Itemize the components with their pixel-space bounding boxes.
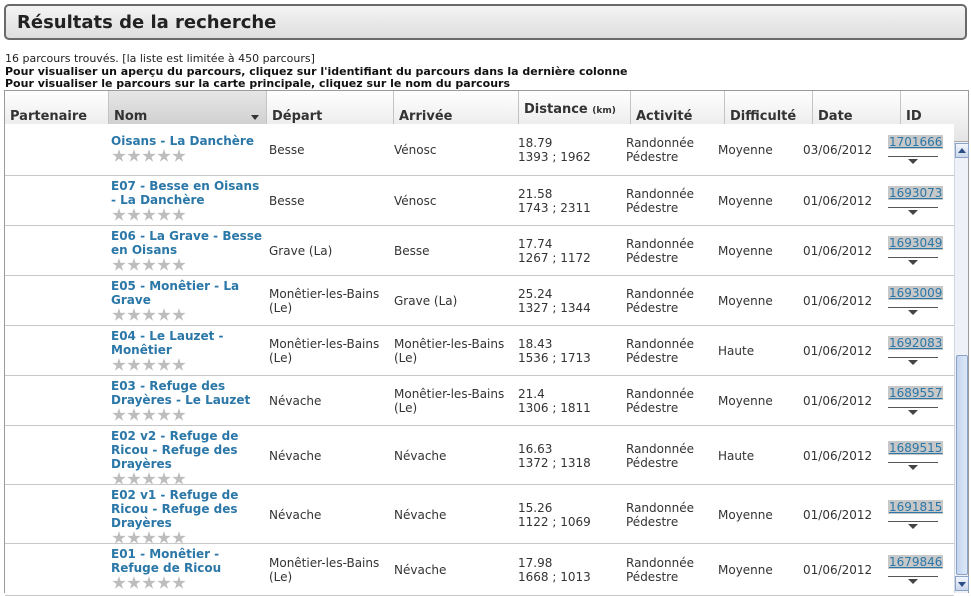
id-underline bbox=[888, 462, 938, 463]
activity-cell: Randonnée bbox=[626, 187, 694, 201]
table-row bbox=[5, 276, 954, 326]
star-icon[interactable] bbox=[112, 531, 126, 545]
route-name-link[interactable]: E05 - Monêtier - La Grave bbox=[111, 279, 240, 307]
date-cell: 01/06/2012 bbox=[803, 449, 873, 463]
star-icon[interactable] bbox=[172, 358, 186, 372]
star-icon[interactable] bbox=[142, 149, 156, 163]
star-icon[interactable] bbox=[142, 358, 156, 372]
distance-cell: 17.98 bbox=[518, 556, 553, 570]
results-count: 16 parcours trouvés. [la liste est limitée à 450 parcours] bbox=[5, 52, 315, 65]
elevation-cell: 1743 ; 2311 bbox=[518, 201, 591, 215]
date-cell: 01/06/2012 bbox=[803, 194, 873, 208]
star-icon[interactable] bbox=[127, 408, 141, 422]
distance-cell: 25.24 bbox=[518, 287, 553, 301]
star-icon[interactable] bbox=[172, 208, 186, 222]
star-icon[interactable] bbox=[127, 208, 141, 222]
preview-instruction: Pour visualiser un aperçu du parcours, cliquez sur l'identifiant du parcours dans la dernière colonne bbox=[5, 65, 628, 78]
table-row bbox=[5, 485, 954, 544]
table-row bbox=[5, 426, 954, 485]
table-row bbox=[5, 376, 954, 426]
scroll-up-button[interactable] bbox=[955, 143, 969, 158]
star-icon[interactable] bbox=[127, 358, 141, 372]
dropdown-arrow-icon[interactable] bbox=[908, 465, 918, 470]
elevation-cell: 1372 ; 1318 bbox=[518, 456, 591, 470]
difficulty-cell: Moyenne bbox=[718, 394, 773, 408]
rating-stars[interactable] bbox=[112, 472, 186, 486]
difficulty-cell: Moyenne bbox=[718, 143, 773, 157]
route-id-link[interactable]: 1693049 bbox=[889, 236, 943, 250]
route-name-link[interactable]: E02 v2 - Refuge de Ricou - Refuge des Drayères bbox=[111, 429, 239, 471]
date-cell: 01/06/2012 bbox=[803, 508, 873, 522]
route-id-link[interactable]: 1693073 bbox=[889, 186, 943, 200]
star-icon[interactable] bbox=[142, 472, 156, 486]
star-icon[interactable] bbox=[142, 258, 156, 272]
star-icon[interactable] bbox=[157, 308, 171, 322]
arrivee-cell: Besse bbox=[394, 244, 430, 258]
route-id-link[interactable]: 1691815 bbox=[889, 500, 943, 514]
star-icon[interactable] bbox=[157, 408, 171, 422]
activity-cell: Randonnée bbox=[626, 136, 694, 150]
distance-cell: 17.74 bbox=[518, 237, 553, 251]
dropdown-arrow-icon[interactable] bbox=[908, 360, 918, 365]
activity-cell: Randonnée bbox=[626, 556, 694, 570]
rating-stars[interactable] bbox=[112, 258, 186, 272]
distance-cell: 21.4 bbox=[518, 387, 545, 401]
arrivee-cell: Névache bbox=[394, 508, 447, 522]
col-activite[interactable]: Activité bbox=[631, 91, 725, 141]
col-difficulte[interactable]: Difficulté bbox=[725, 91, 813, 141]
route-name-link[interactable]: E06 - La Grave - Besse en Oisans bbox=[111, 229, 263, 257]
depart-cell: Besse bbox=[269, 194, 305, 208]
star-icon[interactable] bbox=[172, 149, 186, 163]
route-id-link[interactable]: 1692083 bbox=[889, 336, 943, 350]
depart-cell: Névache bbox=[269, 508, 322, 522]
route-id-link[interactable]: 1689515 bbox=[889, 441, 943, 455]
route-name-link[interactable]: E07 - Besse en Oisans - La Danchère bbox=[111, 179, 260, 207]
activity-cell-line2: Pédestre bbox=[626, 201, 679, 215]
star-icon[interactable] bbox=[112, 258, 126, 272]
date-cell: 01/06/2012 bbox=[803, 563, 873, 577]
scroll-thumb[interactable] bbox=[956, 355, 968, 575]
table-row bbox=[5, 124, 954, 176]
rating-stars[interactable] bbox=[112, 149, 186, 163]
date-cell: 03/06/2012 bbox=[803, 143, 873, 157]
id-underline bbox=[888, 207, 938, 208]
star-icon[interactable] bbox=[157, 358, 171, 372]
difficulty-cell: Moyenne bbox=[718, 194, 773, 208]
table-row bbox=[5, 226, 954, 276]
table-row bbox=[5, 544, 954, 596]
star-icon[interactable] bbox=[172, 408, 186, 422]
difficulty-cell: Haute bbox=[718, 344, 755, 358]
route-id-link[interactable]: 1701666 bbox=[889, 135, 943, 149]
route-id-link[interactable]: 1693009 bbox=[889, 286, 943, 300]
activity-cell: Randonnée bbox=[626, 287, 694, 301]
id-underline bbox=[888, 521, 938, 522]
star-icon[interactable] bbox=[112, 576, 126, 590]
star-icon[interactable] bbox=[127, 149, 141, 163]
dropdown-arrow-icon[interactable] bbox=[908, 210, 918, 215]
rating-stars[interactable] bbox=[112, 531, 186, 545]
dropdown-arrow-icon[interactable] bbox=[908, 524, 918, 529]
difficulty-cell: Haute bbox=[718, 449, 755, 463]
results-table bbox=[4, 90, 969, 593]
difficulty-cell: Moyenne bbox=[718, 508, 773, 522]
difficulty-cell: Moyenne bbox=[718, 244, 773, 258]
star-icon[interactable] bbox=[127, 308, 141, 322]
depart-cell: Monêtier-les-Bains (Le) bbox=[269, 556, 380, 584]
star-icon[interactable] bbox=[172, 576, 186, 590]
star-icon[interactable] bbox=[142, 408, 156, 422]
map-instruction: Pour visualiser le parcours sur la carte principale, cliquez sur le nom du parcours bbox=[5, 77, 511, 90]
star-icon[interactable] bbox=[112, 358, 126, 372]
rating-stars[interactable] bbox=[112, 308, 186, 322]
star-icon[interactable] bbox=[127, 258, 141, 272]
activity-cell-line2: Pédestre bbox=[626, 150, 679, 164]
vertical-scrollbar[interactable] bbox=[954, 142, 968, 593]
date-cell: 01/06/2012 bbox=[803, 294, 873, 308]
id-underline bbox=[888, 307, 938, 308]
elevation-cell: 1393 ; 1962 bbox=[518, 150, 591, 164]
activity-cell: Randonnée bbox=[626, 237, 694, 251]
star-icon[interactable] bbox=[142, 576, 156, 590]
star-icon[interactable] bbox=[112, 208, 126, 222]
depart-cell: Monêtier-les-Bains (Le) bbox=[269, 287, 380, 315]
col-id[interactable]: ID bbox=[906, 109, 922, 124]
activity-cell: Randonnée bbox=[626, 387, 694, 401]
star-icon[interactable] bbox=[157, 531, 171, 545]
arrivee-cell: Vénosc bbox=[394, 143, 437, 157]
star-icon[interactable] bbox=[142, 208, 156, 222]
elevation-cell: 1306 ; 1811 bbox=[518, 401, 591, 415]
star-icon[interactable] bbox=[112, 149, 126, 163]
dropdown-arrow-icon[interactable] bbox=[908, 159, 918, 164]
star-icon[interactable] bbox=[157, 208, 171, 222]
table-row bbox=[5, 326, 954, 376]
results-title-bar bbox=[4, 4, 967, 40]
arrivee-cell: Vénosc bbox=[394, 194, 437, 208]
col-arrivee[interactable]: Arrivée bbox=[394, 91, 519, 141]
route-name-link[interactable]: E01 - Monêtier - Refuge de Ricou bbox=[111, 547, 222, 575]
activity-cell-line2: Pédestre bbox=[626, 515, 679, 529]
star-icon[interactable] bbox=[127, 531, 141, 545]
elevation-cell: 1122 ; 1069 bbox=[518, 515, 591, 529]
arrivee-cell: Grave (La) bbox=[394, 294, 458, 308]
activity-cell: Randonnée bbox=[626, 501, 694, 515]
star-icon[interactable] bbox=[112, 408, 126, 422]
star-icon[interactable] bbox=[157, 472, 171, 486]
rating-stars[interactable] bbox=[112, 208, 186, 222]
col-distance[interactable]: Distance (km) bbox=[519, 91, 631, 141]
star-icon[interactable] bbox=[157, 258, 171, 272]
arrivee-cell: Monêtier-les-Bains (Le) bbox=[394, 337, 505, 365]
depart-cell: Besse bbox=[269, 143, 305, 157]
elevation-cell: 1327 ; 1344 bbox=[518, 301, 591, 315]
star-icon[interactable] bbox=[112, 308, 126, 322]
route-name-link[interactable]: E02 v1 - Refuge de Ricou - Refuge des Drayères bbox=[111, 488, 239, 530]
star-icon[interactable] bbox=[127, 472, 141, 486]
activity-cell-line2: Pédestre bbox=[626, 456, 679, 470]
activity-cell-line2: Pédestre bbox=[626, 351, 679, 365]
elevation-cell: 1668 ; 1013 bbox=[518, 570, 591, 584]
star-icon[interactable] bbox=[172, 472, 186, 486]
scroll-down-button[interactable] bbox=[955, 576, 969, 591]
distance-cell: 21.58 bbox=[518, 187, 553, 201]
elevation-cell: 1267 ; 1172 bbox=[518, 251, 591, 265]
star-icon[interactable] bbox=[172, 258, 186, 272]
date-cell: 01/06/2012 bbox=[803, 244, 873, 258]
route-name-link[interactable]: E03 - Refuge des Drayères - Le Lauzet bbox=[111, 379, 251, 407]
distance-cell: 18.79 bbox=[518, 136, 553, 150]
star-icon[interactable] bbox=[172, 531, 186, 545]
col-depart[interactable]: Départ bbox=[267, 91, 394, 141]
distance-cell: 15.26 bbox=[518, 501, 553, 515]
rating-stars[interactable] bbox=[112, 358, 186, 372]
id-underline bbox=[888, 407, 938, 408]
page-title: Résultats de la recherche bbox=[17, 12, 277, 33]
id-underline bbox=[888, 257, 938, 258]
dropdown-arrow-icon[interactable] bbox=[908, 310, 918, 315]
star-icon[interactable] bbox=[112, 472, 126, 486]
activity-cell-line2: Pédestre bbox=[626, 251, 679, 265]
date-cell: 01/06/2012 bbox=[803, 344, 873, 358]
date-cell: 01/06/2012 bbox=[803, 394, 873, 408]
route-id-link[interactable]: 1689557 bbox=[889, 386, 943, 400]
arrivee-cell: Monêtier-les-Bains (Le) bbox=[394, 387, 505, 415]
depart-cell: Névache bbox=[269, 449, 322, 463]
activity-cell-line2: Pédestre bbox=[626, 401, 679, 415]
distance-cell: 18.43 bbox=[518, 337, 553, 351]
arrivee-cell: Névache bbox=[394, 563, 447, 577]
distance-cell: 16.63 bbox=[518, 442, 553, 456]
elevation-cell: 1536 ; 1713 bbox=[518, 351, 591, 365]
table-body bbox=[5, 134, 954, 593]
difficulty-cell: Moyenne bbox=[718, 563, 773, 577]
rating-stars[interactable] bbox=[112, 576, 186, 590]
id-underline bbox=[888, 156, 938, 157]
route-id-link[interactable]: 1679846 bbox=[889, 555, 943, 569]
arrivee-cell: Névache bbox=[394, 449, 447, 463]
dropdown-arrow-icon[interactable] bbox=[908, 410, 918, 415]
activity-cell: Randonnée bbox=[626, 337, 694, 351]
star-icon[interactable] bbox=[172, 308, 186, 322]
arrow-up-icon bbox=[958, 148, 966, 153]
star-icon[interactable] bbox=[157, 149, 171, 163]
col-partenaire[interactable]: Partenaire bbox=[5, 91, 109, 141]
route-name-link[interactable]: E04 - Le Lauzet - Monêtier bbox=[111, 329, 224, 357]
star-icon[interactable] bbox=[142, 531, 156, 545]
activity-cell: Randonnée bbox=[626, 442, 694, 456]
arrow-down-icon bbox=[958, 582, 966, 587]
col-date[interactable]: Date bbox=[813, 91, 901, 141]
dropdown-arrow-icon[interactable] bbox=[908, 579, 918, 584]
rating-stars[interactable] bbox=[112, 408, 186, 422]
star-icon[interactable] bbox=[157, 576, 171, 590]
depart-cell: Monêtier-les-Bains (Le) bbox=[269, 337, 380, 365]
difficulty-cell: Moyenne bbox=[718, 294, 773, 308]
depart-cell: Névache bbox=[269, 394, 322, 408]
id-underline bbox=[888, 576, 938, 577]
depart-cell: Grave (La) bbox=[269, 244, 333, 258]
route-name-link[interactable]: Oisans - La Danchère bbox=[111, 134, 254, 148]
id-underline bbox=[888, 357, 938, 358]
activity-cell-line2: Pédestre bbox=[626, 570, 679, 584]
star-icon[interactable] bbox=[142, 308, 156, 322]
sort-desc-icon bbox=[251, 115, 259, 120]
dropdown-arrow-icon[interactable] bbox=[908, 260, 918, 265]
col-nom[interactable]: Nom bbox=[109, 91, 267, 141]
star-icon[interactable] bbox=[127, 576, 141, 590]
table-row bbox=[5, 176, 954, 226]
activity-cell-line2: Pédestre bbox=[626, 301, 679, 315]
